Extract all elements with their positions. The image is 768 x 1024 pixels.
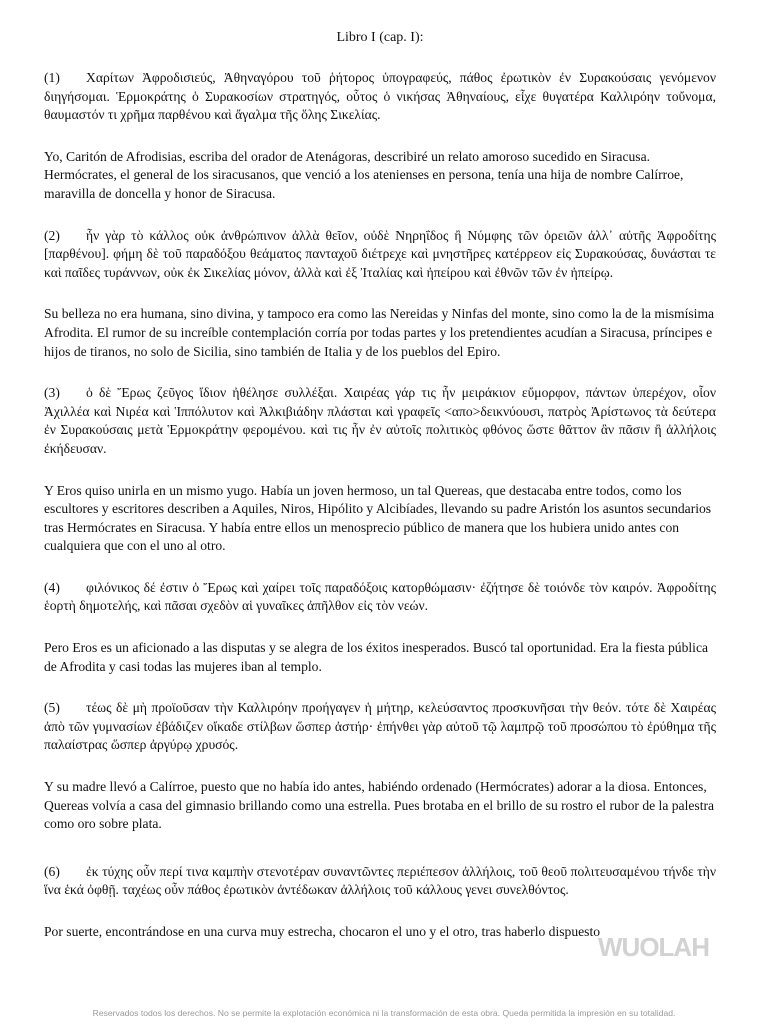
greek-paragraph-6 [44, 863, 716, 900]
spanish-paragraph-5: Y su madre llevó a Calírroe, puesto que no había ido antes, habiéndo ordenado (Hermócrates) adorar a la diosa. Entonces, Quereas volvía a casa del gimnasio brillando como una estrella. Pues brotaba en el brillo de su rostro el rubor de la palestra como oro sobre plata. [44, 779, 715, 832]
greek-paragraph-5 [44, 699, 716, 755]
greek-text-4: φιλόνικος δέ ἐστιν ὁ Ἔρως καὶ χαίρει τοῖς παραδόξοις κατορθώμασιν· ἐζήτησε δὲ τοιόνδε τὸν καιρόν. Ἀφροδίτης ἑορτὴ δημοτελής, καὶ πᾶσαι σχεδὸν αἱ γυναῖκες ἀπῆλθον εἰς τὸν νεών. [44, 579, 716, 614]
document-page [44, 30, 716, 942]
greek-paragraph-2 [44, 227, 716, 283]
greek-text-1: Χαρίτων Ἀφροδισιεύς, Ἀθηναγόρου τοῦ ῥήτορος ὑπογραφεύς, πάθος ἐρωτικὸν ἐν Συρακούσαις γενόμενον διηγήσομαι. Ἑρμοκράτης ὁ Συρακοσίων στρατηγός, οὗτος ὁ νικήσας Ἀθηναίους, εἶχε θυγατέρα Καλλιρόην τοὔνομα, θαυμαστόν τι χρῆμα παρθένου καὶ ἄγαλμα τῆς ὅλης Σικελίας. [44, 70, 716, 123]
greek-paragraph-4 [44, 579, 716, 616]
paragraph-number-4: (4) [44, 579, 60, 595]
greek-text-3: ὁ δὲ Ἔρως ζεῦγος ἴδιον ἠθέλησε συλλέξαι. Χαιρέας γάρ τις ἦν μειράκιον εὔμορφον, πάντων ὑπερέχον, οἷον Ἀχιλλέα καὶ Νιρέα καὶ Ἱππόλυτον καὶ Ἀλκιβιάδην πλάσται καὶ γραφεῖς <απο>δεικνύουσι, πατρὸς Ἀρίστωνος τὰ δεύτερα ἐν Συρακούσαις μετὰ Ἑρμοκράτην φερομένου. καὶ τις ἦν ἐν αὐτοῖς πολιτικὸς φθόνος ὥστε θᾶττον ἂν πᾶσιν ἢ ἀλλήλοις ἐκήδευσαν. [44, 385, 716, 456]
greek-text-2: ἦν γὰρ τὸ κάλλος οὐκ ἀνθρώπινον ἀλλὰ θεῖον, οὐδὲ Νηρηΐδος ἢ Νύμφης τῶν ὀρειῶν ἀλλ᾽ αὐτῆς Ἀφροδίτης [παρθένου]. φήμη δὲ τοῦ παραδόξου θεάματος πανταχοῦ διέτρεχε καὶ μνηστῆρες κατέρρεον εἰς Συρακούσας, δυνάσται τε καὶ παῖδες τυράννων, οὐκ ἐκ Σικελίας μόνον, ἀλλὰ καὶ ἐξ Ἰταλίας καὶ ἠπείρου καὶ ἐθνῶν τῶν ἐν ἠπείρῳ. [44, 227, 716, 280]
chapter-title: Libro I (cap. I): [336, 30, 424, 45]
paragraph-number-2: (2) [44, 227, 60, 243]
greek-text-5: τέως δὲ μὴ προϊοῦσαν τὴν Καλλιρόην προήγαγεν ἡ μήτηρ, κελεύσαντος προσκυνῆσαι τὴν θεόν. τότε δὲ Χαιρέας ἀπὸ τῶν γυμνασίων ἐβάδιζεν οἴκαδε στίλβων ὥσπερ ἀστήρ· ἐπήνθει γὰρ αὐτοῦ τῷ λαμπρῷ τοῦ προσώπου τὸ ἐρύθημα τῆς παλαίστρας ὥσπερ ἀργύρῳ χρυσός. [44, 700, 716, 753]
paragraph-number-3: (3) [44, 385, 60, 401]
spanish-paragraph-4: Pero Eros es un aficionado a las disputas y se alegra de los éxitos inesperados. Buscó tal oportunidad. Era la fiesta pública de Afrodita y casi todas las mujeres iban al templo. [44, 640, 709, 674]
greek-paragraph-1 [44, 69, 716, 125]
spanish-paragraph-6: Por suerte, encontrándose en una curva muy estrecha, chocaron el uno y el otro, tras haberlo dispuesto [44, 924, 601, 939]
wuolah-watermark-logo: WUOLAH [598, 932, 709, 962]
spanish-paragraph-2: Su belleza no era humana, sino divina, y tampoco era como las Nereidas y Ninfas del monte, sino como la de la mismísima Afrodita. El rumor de su increíble contemplación corría por todas partes y los pretendientes acudían a Siracusa, príncipes e hijos de tiranos, no solo de Sicilia, sino también de Italia y de los pueblos del Epiro. [44, 306, 715, 359]
paragraph-number-6: (6) [44, 863, 60, 879]
paragraph-number-5: (5) [44, 700, 60, 716]
spanish-paragraph-1: Yo, Caritón de Afrodisias, escriba del orador de Atenágoras, describiré un relato amoroso sucedido en Siracusa. Hermócrates, el general de los siracusanos, que venció a los atenienses en persona, tenía una hija de nombre Calírroe, maravilla de doncella y honor de Siracusa. [44, 148, 684, 201]
copyright-footer: Reservados todos los derechos. No se permite la explotación económica ni la transformación de esta obra. Queda permitida la impresión en su totalidad. [92, 1008, 676, 1018]
greek-text-6: ἐκ τύχης οὖν περί τινα καμπὴν στενοτέραν συναντῶντες περιέπεσον ἀλλήλοις, τοῦ θεοῦ πολιτευσαμένου τήνδε τὴν ἵνα ἑκά ὀφθῇ. ταχέως οὖν πάθος ἐρωτικὸν ἀντέδωκαν ἀλλήλοις τοῦ κάλλους γενει συνελθόντος. [44, 863, 716, 898]
spanish-paragraph-3: Y Eros quiso unirla en un mismo yugo. Había un joven hermoso, un tal Quereas, que destacaba entre todos, como los escultores y escritores describen a Aquiles, Niros, Hipólito y Alcibíades, llevando su padre Aristón los asuntos secundarios tras Hermócrates en Siracusa. Y había entre ellos un menosprecio público de manera que los hubiera unido antes con cualquiera que con el uno al otro. [44, 482, 712, 554]
greek-paragraph-3 [44, 384, 716, 458]
paragraph-number-1: (1) [44, 70, 60, 85]
